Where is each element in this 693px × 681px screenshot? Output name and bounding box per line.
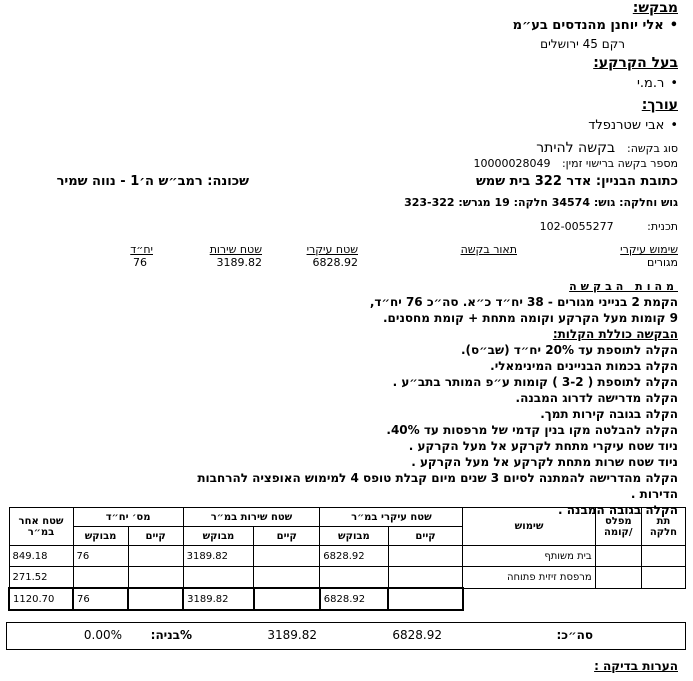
cell-service-existing: [254, 546, 320, 567]
cell-use: מרפסת זיזית פתוחה: [463, 567, 595, 589]
editor-heading: עורך:: [641, 97, 678, 113]
plan-label: תכנית:: [647, 220, 678, 233]
essence-line: הקמת 2 בנייני מגורים - 38 יח״ד כ״א. סה״כ 76 יח״ד,: [369, 295, 678, 309]
total-service-requested: 3189.82: [183, 588, 254, 610]
cell-units-existing: [128, 546, 183, 567]
header-floor: מפלס /קומה: [595, 508, 641, 546]
subheader-main-requested: מבוקש: [320, 527, 388, 546]
header-other-area: שטח אחר במ״ר: [9, 508, 73, 546]
neighborhood: שכונה: רמב״ש ה׳1 - נווה שמיר: [56, 174, 249, 189]
total-units-existing: [128, 588, 183, 610]
usage-main-area: 6828.92: [312, 256, 358, 269]
cell-floor: [595, 546, 641, 567]
applicant-name-line: [513, 18, 678, 33]
parcel-info: גוש וחלקה: גוש: 34574 חלקה: 19 מגרש: 323-322: [404, 196, 678, 209]
applicant-address: רקם 45 ירושלים: [540, 37, 625, 51]
relief-item: ניוד שטח שרות מתחת לקרקע אל מעל הקרקע .: [411, 455, 678, 469]
cell-service-requested: 3189.82: [183, 546, 254, 567]
usage-header-service-area: שטח שירות: [209, 243, 262, 256]
header-lot: תת חלקה: [641, 508, 685, 546]
table-total-row: [9, 588, 686, 610]
relief-item: הקלה להבלטה מקו בנין קדמי של מרפסות עד 40%.: [386, 423, 678, 437]
subheader-units-existing: קיים: [128, 527, 183, 546]
request-type-line: [536, 140, 678, 156]
total-main-requested: 6828.92: [320, 588, 388, 610]
header-units: מס׳ יח״ד: [73, 508, 183, 527]
total-spacer: [463, 588, 686, 610]
subheader-service-existing: קיים: [254, 527, 320, 546]
relief-item: הקלה בגובה המבנה .: [558, 503, 678, 517]
total-other: 1120.70: [9, 588, 73, 610]
table-header-row: [9, 508, 686, 527]
usage-header-main-use: שימוש עיקרי: [620, 243, 678, 256]
relief-item: הקלה לתוספת ( 3-2 ) קומות ע״פ המותר בתב״ע .: [392, 375, 678, 389]
cell-main-requested: 6828.92: [320, 546, 388, 567]
cell-lot: [641, 567, 685, 589]
cell-service-existing: [254, 567, 320, 589]
total-service-existing: [254, 588, 320, 610]
subheader-main-existing: קיים: [388, 527, 463, 546]
cell-units-requested: [73, 567, 128, 589]
applicant-heading: מבקש:: [632, 0, 678, 16]
cell-other: 271.52: [9, 567, 73, 589]
relief-item: הקלה מהדרישה להמתנה לסיום 3 שנים מיום קבלת טופס 4 למימוש האופציה להרחבות: [197, 471, 678, 485]
usage-service-area: 3189.82: [216, 256, 262, 269]
essence-title: מהות הבקשה: [569, 280, 678, 293]
area-table: [8, 507, 686, 611]
subheader-units-requested: מבוקש: [73, 527, 128, 546]
request-type-value: בקשה להיתר: [536, 140, 616, 156]
header-use: שימוש: [463, 508, 595, 546]
owner-heading: בעל הקרקע:: [593, 55, 678, 71]
cell-lot: [641, 546, 685, 567]
summary-label: סה״כ:: [556, 628, 593, 642]
cell-service-requested: [183, 567, 254, 589]
build-value: 0.00%: [83, 628, 122, 642]
bullet-icon: •: [669, 18, 678, 33]
relief-item: הקלה בגובה קירות תמך.: [540, 407, 678, 421]
owner-line: [637, 76, 678, 91]
cell-other: 849.18: [9, 546, 73, 567]
usage-header-description: תאור בקשה: [460, 243, 517, 256]
usage-main-use: מגורים: [647, 256, 678, 269]
editor-name: אבי שטרנפלד: [588, 118, 665, 133]
table-row: [9, 567, 686, 589]
relief-item: ניוד שטח עיקרי מתחת לקרקע אל מעל הקרקע .: [408, 439, 678, 453]
relief-title: הבקשה כוללת הקלות:: [552, 327, 678, 341]
request-number-value: 10000028049: [473, 157, 551, 170]
editor-line: [588, 118, 678, 133]
cell-use: בית משותף: [463, 546, 595, 567]
plan-value: 102-0055277: [539, 220, 614, 233]
essence-line: 9 קומות מעל הקרקע וקומה מתחת + קומת מחסנים.: [383, 311, 678, 325]
build-label: %בניה:: [150, 628, 192, 642]
cell-main-existing: [388, 567, 463, 589]
bullet-icon: •: [670, 118, 678, 133]
relief-item: הדירות .: [630, 487, 678, 501]
owner-name: ר.מ.י: [636, 76, 665, 91]
building-address: כתובת הבניין: אדר 322 בית שמש: [475, 174, 678, 189]
table-row: [9, 546, 686, 567]
request-number-label: מספר בקשה ברישוי זמין:: [561, 157, 678, 170]
bullet-icon: •: [670, 76, 678, 91]
header-service-area: שטח שירות במ״ר: [183, 508, 320, 527]
summary-box: [6, 622, 686, 650]
relief-item: הקלה לתוספת עד 20% יח״ד (שב״ס).: [460, 343, 678, 357]
usage-header-main-area: שטח עיקרי: [306, 243, 358, 256]
summary-main: 6828.92: [392, 628, 442, 642]
essence-block: [197, 294, 678, 518]
total-units-requested: 76: [73, 588, 128, 610]
request-number-line: [473, 157, 678, 170]
header-main-area: שטח עיקרי במ״ר: [320, 508, 463, 527]
summary-service: 3189.82: [267, 628, 317, 642]
relief-item: הקלה מדרישה לדרוג המבנה.: [515, 391, 678, 405]
usage-header-units: יח״ד: [130, 243, 153, 256]
subheader-service-requested: מבוקש: [183, 527, 254, 546]
total-main-existing: [388, 588, 463, 610]
notes-heading: הערות בדיקה :: [594, 659, 678, 673]
cell-floor: [595, 567, 641, 589]
usage-units: 76: [133, 256, 147, 269]
plan-line: [540, 220, 678, 233]
request-type-label: סוג בקשה:: [626, 142, 678, 155]
cell-main-existing: [388, 546, 463, 567]
cell-main-requested: [320, 567, 388, 589]
relief-item: הקלה בכמות הבניינים המינימאלי.: [490, 359, 678, 373]
applicant-name: אלי יוחנן מהנדסים בע״מ: [512, 18, 664, 33]
cell-units-existing: [128, 567, 183, 589]
cell-units-requested: 76: [73, 546, 128, 567]
